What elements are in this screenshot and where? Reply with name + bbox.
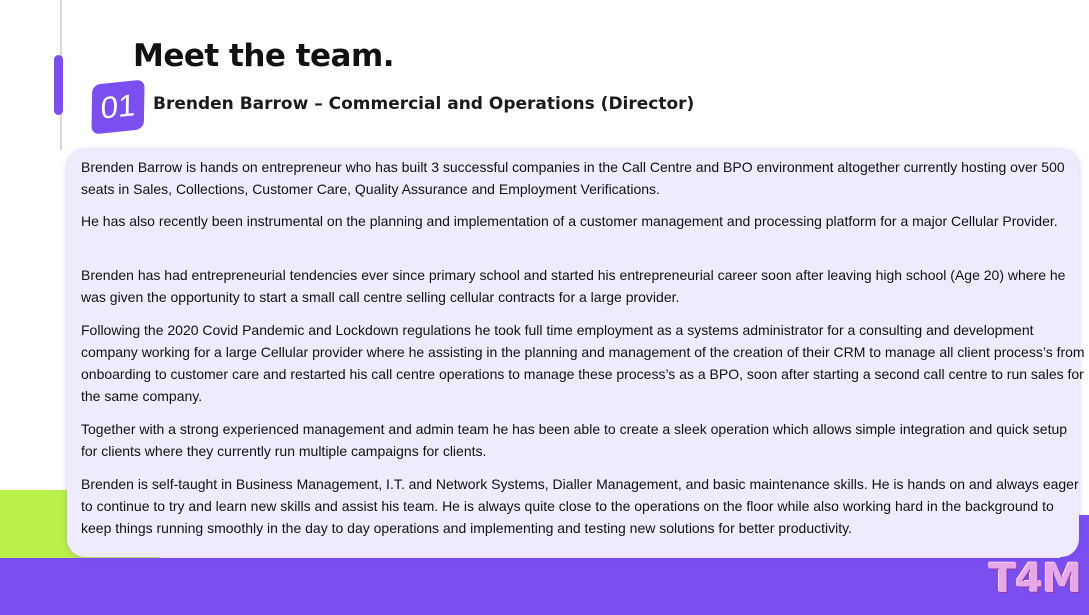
- decorative-purple-band: [0, 558, 1089, 615]
- number-badge: 01: [91, 79, 144, 134]
- bio-paragraph-2: He has also recently been instrumental on the planning and implementation of a customer management and processing platform for a major Cellular Provider.: [81, 213, 1058, 229]
- bio-text-box: [67, 150, 1085, 557]
- decorative-accent-bar: [54, 55, 63, 115]
- bio-paragraph-4: Following the 2020 Covid Pandemic and Lockdown regulations he took full time employment as a systems administrator for a consulting and development company working for a large Cellular provider where he assisting in the planning and management of the creation of their CRM to manage all client process’s from onboarding to customer care and restarted his call centre operations to manage these process’s as a BPO, soon after starting a second call centre to run sales for the same company.: [81, 322, 1085, 404]
- bio-paragraph-3: Brenden has had entrepreneurial tendencies ever since primary school and started his entrepreneurial career soon after leaving high school (Age 20) where he was given the opportunity to start a small call centre selling cellular contracts for a large provider.: [81, 267, 1066, 305]
- bio-paragraph-6: Brenden is self-taught in Business Management, I.T. and Network Systems, Dialler Management, and basic maintenance skills. He is hands on and always eager to continue to try and learn new skills and assist his team. He is always quite close to the operations on the floor while also working hard in the background to keep things running smoothly in the day to day operations and implementing and testing new solutions for better productivity.: [81, 476, 1079, 536]
- bio-paragraph-1: Brenden Barrow is hands on entrepreneur who has built 3 successful companies in the Call Centre and BPO environment altogether currently hosting over 500 seats in Sales, Collections, Customer Care, Quality Assurance and Employment Verifications.: [81, 159, 1065, 197]
- company-logo: T4M: [989, 556, 1081, 602]
- slide-title: Meet the team.: [133, 38, 395, 74]
- member-heading: Brenden Barrow – Commercial and Operations (Director): [153, 94, 695, 114]
- bio-paragraph-5: Together with a strong experienced management and admin team he has been able to create a sleek operation which allows simple integration and quick setup for clients where they currently run multiple campaigns for clients.: [81, 421, 1068, 459]
